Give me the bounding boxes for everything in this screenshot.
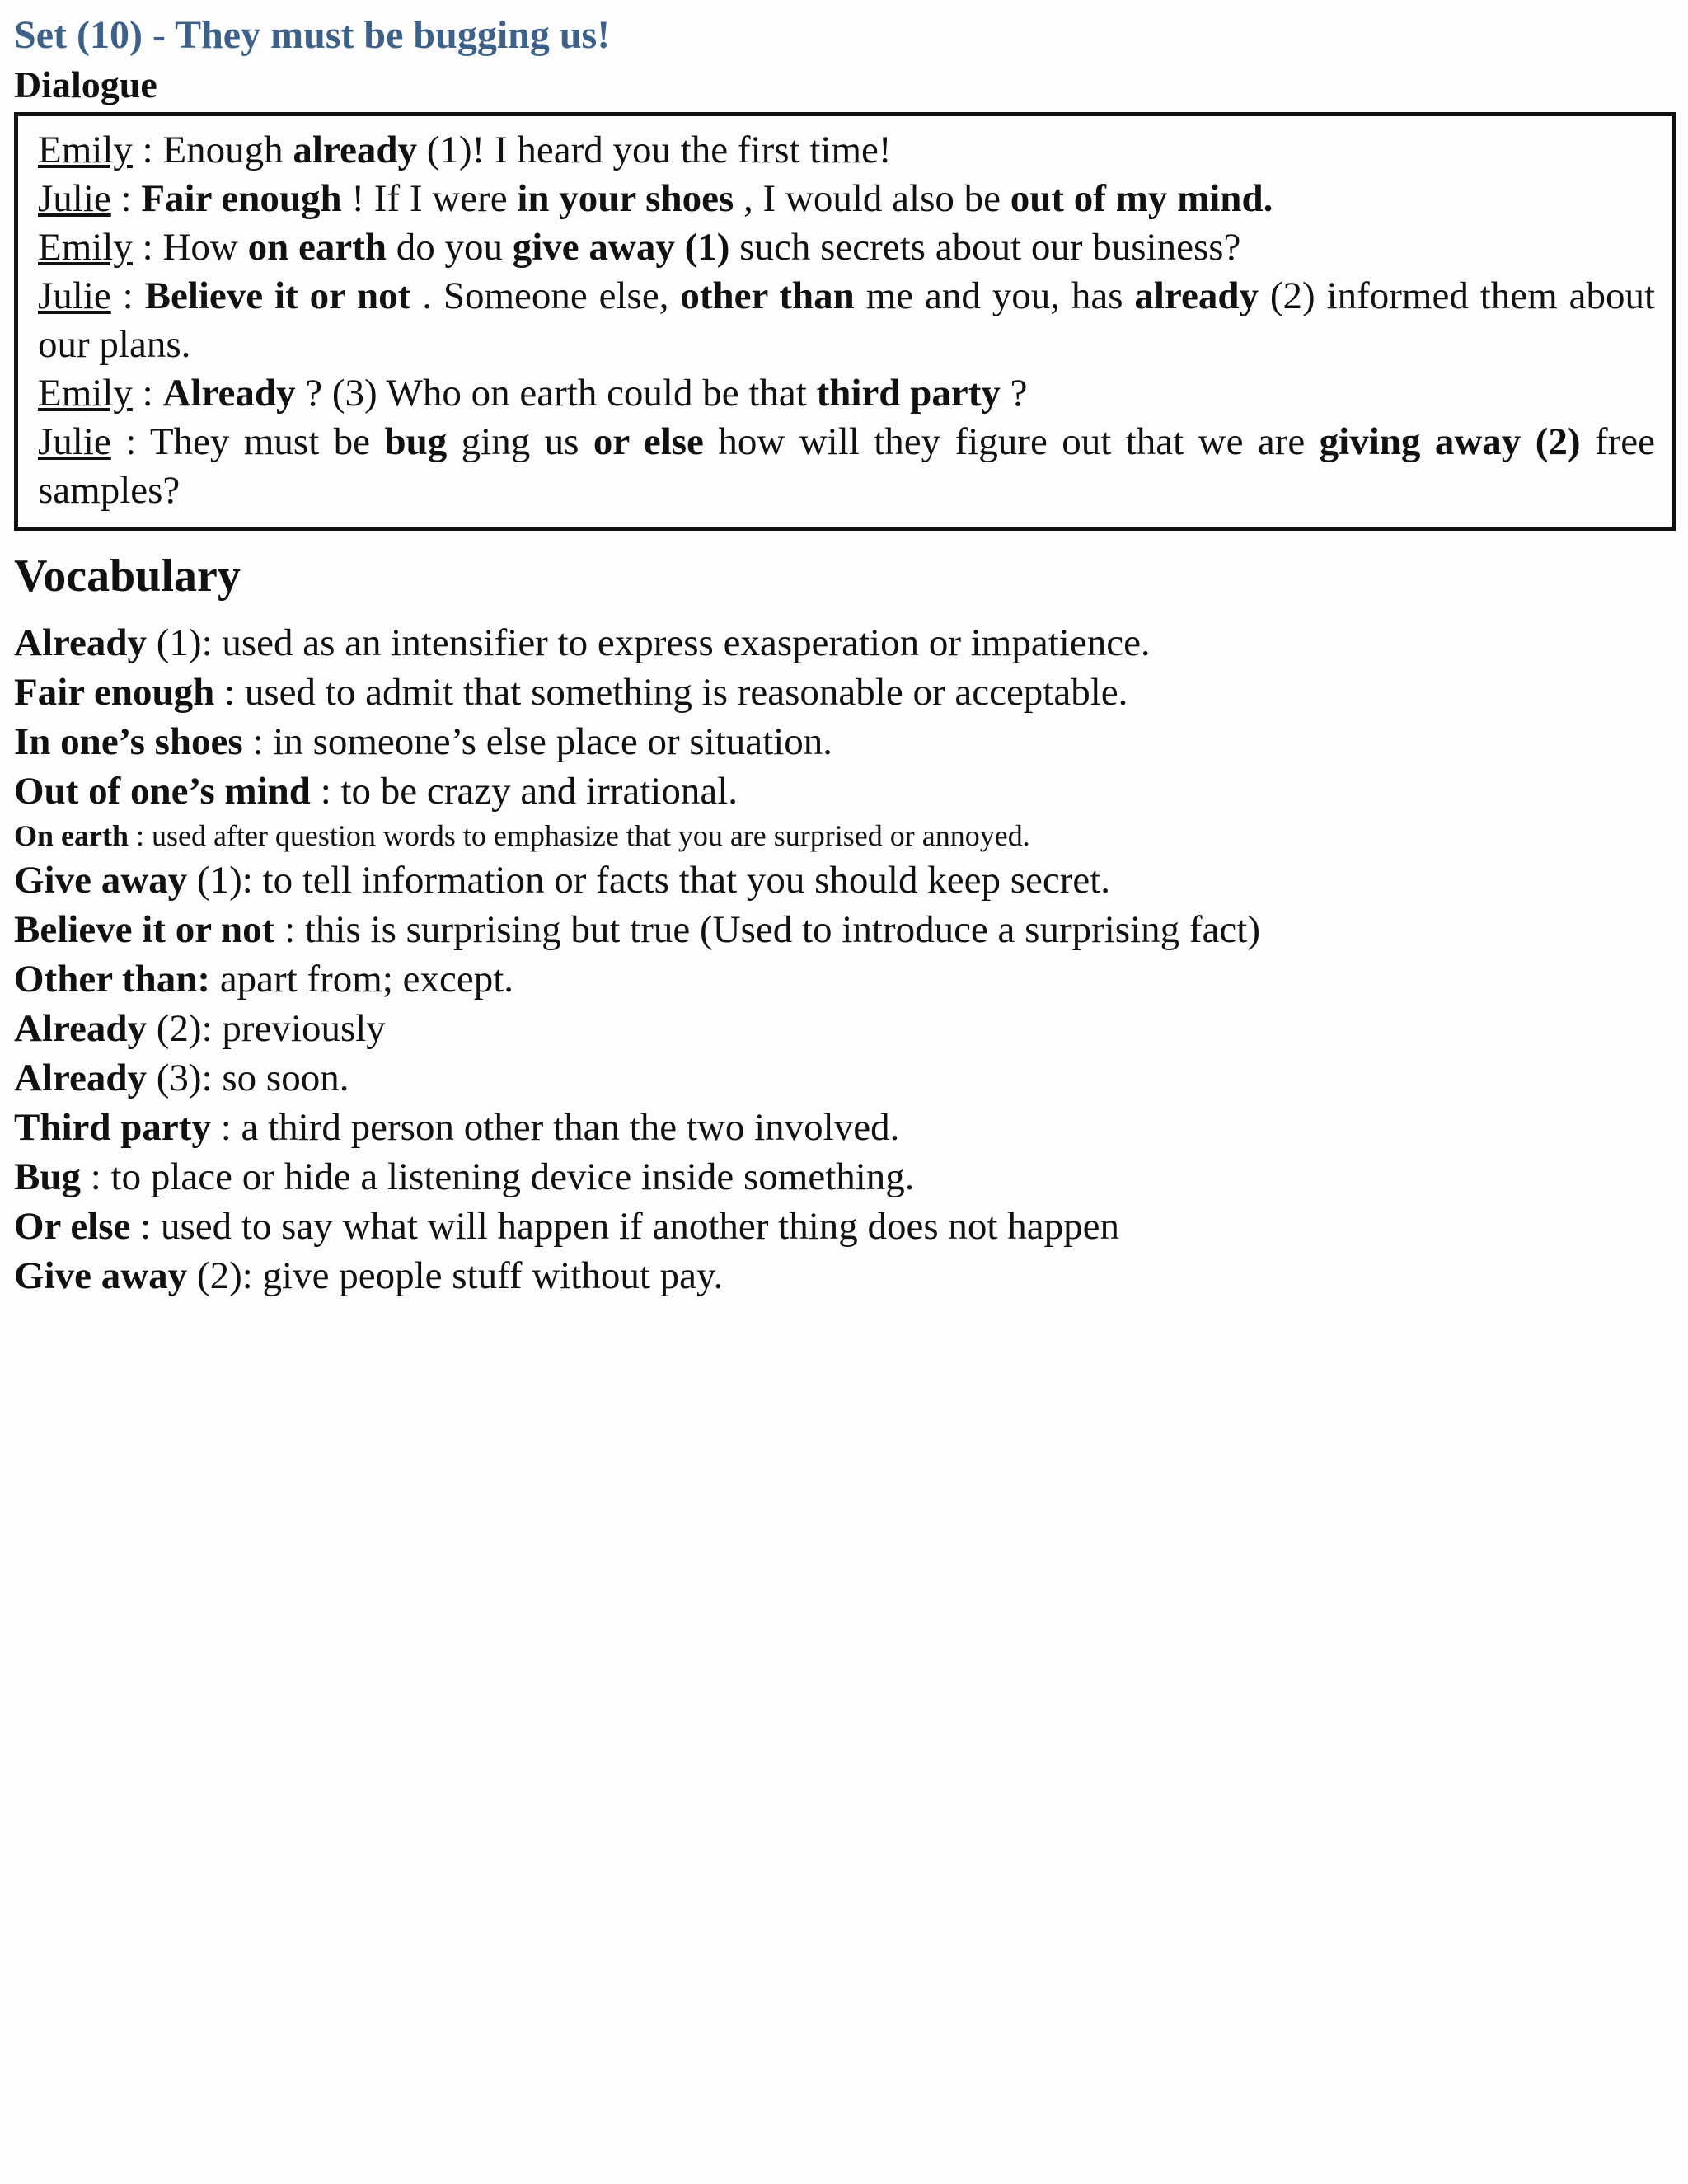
- document-page: [14, 10, 1676, 1301]
- vocabulary-definition: : to place or hide a listening device inside something.: [81, 1155, 915, 1198]
- vocabulary-item: [14, 1251, 1676, 1301]
- vocabulary-item: [14, 717, 1676, 766]
- speaker-name: Julie: [38, 420, 111, 463]
- highlighted-phrase: giving away (2): [1319, 420, 1581, 463]
- dialogue-text: :: [132, 372, 163, 415]
- dialogue-text: : How: [132, 226, 248, 269]
- vocabulary-term: Bug: [14, 1155, 81, 1198]
- dialogue-text: . Someone else,: [410, 274, 681, 317]
- highlighted-phrase: in your shoes: [517, 177, 734, 220]
- vocabulary-item: [14, 1053, 1676, 1103]
- vocabulary-term: Give away: [14, 1254, 188, 1297]
- dialogue-text: : Enough: [132, 129, 293, 171]
- dialogue-line: [38, 175, 1655, 223]
- highlighted-phrase: Believe it or not: [144, 274, 411, 317]
- vocabulary-item: [14, 855, 1676, 905]
- dialogue-text: :: [110, 274, 145, 317]
- speaker-name: Emily: [38, 226, 133, 269]
- vocabulary-definition: (2): give people stuff without pay.: [187, 1254, 724, 1297]
- dialogue-line: [38, 272, 1655, 369]
- dialogue-line: [38, 369, 1655, 418]
- highlighted-phrase: other than: [680, 274, 855, 317]
- highlighted-phrase: already: [1134, 274, 1259, 317]
- vocabulary-definition: : used to say what will happen if another thing does not happen: [130, 1205, 1119, 1248]
- dialogue-text: do you: [387, 226, 513, 269]
- highlighted-phrase: already: [293, 129, 417, 171]
- highlighted-phrase: bug: [384, 420, 448, 463]
- vocabulary-term: Third party: [14, 1106, 211, 1149]
- vocabulary-definition: (1): used as an intensifier to express exasperation or impatience.: [147, 621, 1151, 664]
- vocabulary-term: Out of one’s mind: [14, 770, 311, 813]
- vocabulary-definition: : used to admit that something is reasonable or acceptable.: [214, 671, 1128, 714]
- vocabulary-term: Other than:: [14, 958, 211, 1001]
- highlighted-phrase: Fair enough: [141, 177, 342, 220]
- dialogue-text: ging us: [447, 420, 593, 463]
- vocabulary-definition: : this is surprising but true (Used to introduce a surprising fact): [274, 908, 1260, 951]
- vocabulary-definition: : in someone’s else place or situation.: [242, 720, 832, 763]
- vocabulary-item: [14, 766, 1676, 816]
- speaker-name: Emily: [38, 129, 133, 171]
- vocabulary-term: In one’s shoes: [14, 720, 243, 763]
- dialogue-text: :: [110, 177, 142, 220]
- vocabulary-item: [14, 905, 1676, 954]
- highlighted-phrase: or else: [593, 420, 704, 463]
- vocabulary-term: Already: [14, 621, 148, 664]
- vocabulary-definition: (1): to tell information or facts that you should keep secret.: [187, 859, 1111, 902]
- vocabulary-item: [14, 1152, 1676, 1202]
- vocabulary-item: [14, 816, 1676, 855]
- vocabulary-definition: apart from; except.: [210, 958, 514, 1001]
- speaker-name: Julie: [38, 274, 111, 317]
- dialogue-text: (2) informed them about our plans.: [38, 274, 1656, 366]
- dialogue-text: ? (3) Who on earth could be that: [295, 372, 817, 415]
- vocabulary-item: [14, 1103, 1676, 1152]
- dialogue-box: [14, 112, 1676, 531]
- dialogue-text: ?: [1000, 372, 1028, 415]
- dialogue-text: (1)! I heard you the first time!: [417, 129, 892, 171]
- dialogue-text: ! If I were: [341, 177, 518, 220]
- vocabulary-item: [14, 1004, 1676, 1053]
- vocabulary-definition: : a third person other than the two involved.: [210, 1106, 900, 1149]
- vocabulary-term: Fair enough: [14, 671, 215, 714]
- highlighted-phrase: out of my mind.: [1010, 177, 1273, 220]
- highlighted-phrase: Already: [162, 372, 296, 415]
- dialogue-text: free samples?: [38, 420, 1655, 512]
- vocabulary-definition: (2): previously: [147, 1007, 386, 1050]
- vocabulary-term: Believe it or not: [14, 908, 275, 951]
- vocabulary-item: [14, 954, 1676, 1004]
- dialogue-text: me and you, has: [854, 274, 1135, 317]
- page-title: Set (10) - They must be bugging us!: [14, 13, 611, 57]
- vocabulary-item: [14, 618, 1676, 668]
- speaker-name: Julie: [38, 177, 111, 220]
- dialogue-text: : They must be: [110, 420, 385, 463]
- dialogue-text: such secrets about our business?: [729, 226, 1241, 269]
- vocabulary-term: Already: [14, 1057, 148, 1099]
- highlighted-phrase: third party: [816, 372, 1001, 415]
- dialogue-text: how will they figure out that we are: [703, 420, 1320, 463]
- dialogue-heading: Dialogue: [14, 63, 157, 105]
- vocabulary-term: Give away: [14, 859, 188, 902]
- vocabulary-term: Or else: [14, 1205, 131, 1248]
- highlighted-phrase: on earth: [247, 226, 387, 269]
- dialogue-line: [38, 223, 1655, 272]
- dialogue-line: [38, 418, 1655, 515]
- vocabulary-list: [14, 618, 1676, 1301]
- vocabulary-term: On earth: [14, 819, 129, 852]
- speaker-name: Emily: [38, 372, 133, 415]
- vocabulary-heading: Vocabulary: [14, 551, 241, 602]
- dialogue-text: , I would also be: [734, 177, 1010, 220]
- highlighted-phrase: give away (1): [512, 226, 730, 269]
- vocabulary-item: [14, 1202, 1676, 1251]
- vocabulary-definition: (3): so soon.: [147, 1057, 349, 1099]
- vocabulary-definition: : used after question words to emphasize that you are surprised or annoyed.: [129, 819, 1030, 852]
- dialogue-line: [38, 126, 1655, 175]
- vocabulary-term: Already: [14, 1007, 148, 1050]
- vocabulary-item: [14, 668, 1676, 717]
- vocabulary-definition: : to be crazy and irrational.: [310, 770, 738, 813]
